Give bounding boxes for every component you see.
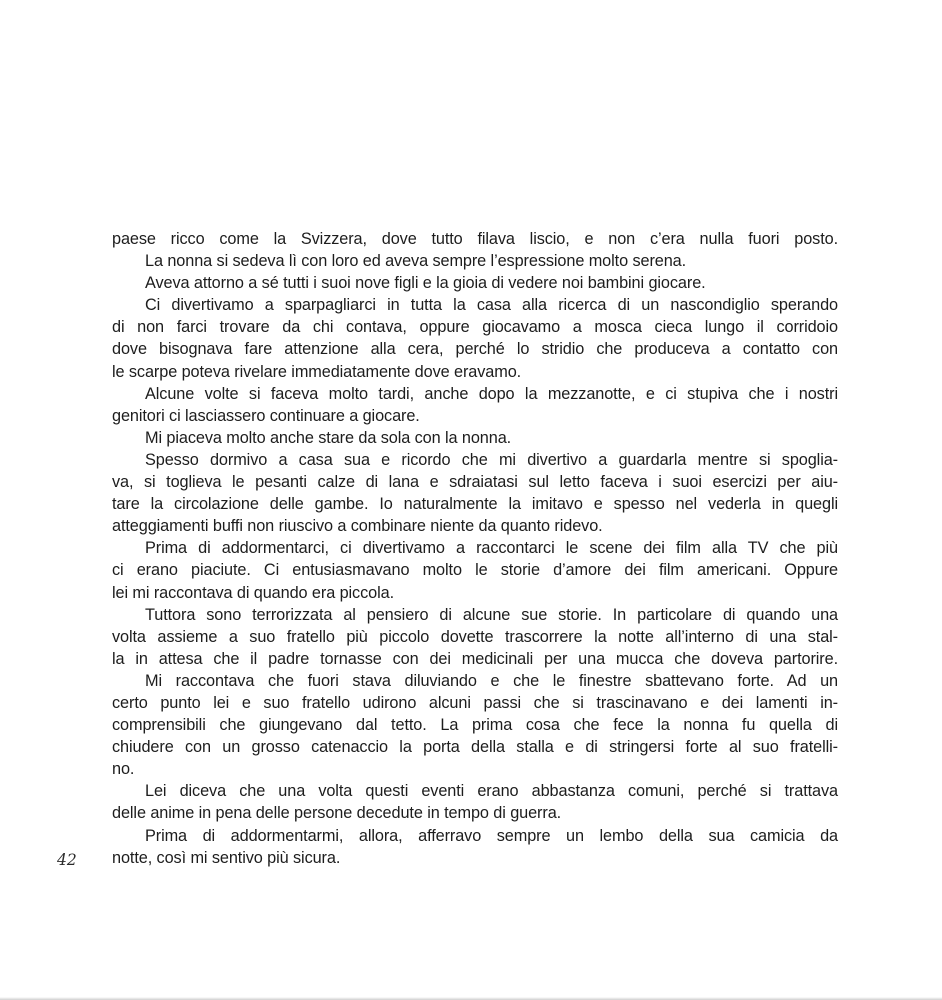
text-line: Alcune volte si faceva molto tardi, anche dopo la mezzanotte, e ci stupiva che i nostri bbox=[145, 384, 838, 403]
text-line: va, si toglieva le pesanti calze di lana e sdraiatasi sul letto faceva i suoi esercizi per aiu- bbox=[112, 473, 838, 492]
text-line: comprensibili che giungevano dal tetto. La prima cosa che fece la nonna fu quella di bbox=[112, 716, 838, 735]
text-line: la in attesa che il padre tornasse con dei medicinali per una mucca che doveva partorire. bbox=[112, 649, 838, 668]
text-line: certo punto lei e suo fratello udirono alcuni passi che si trascinavano e dei lamenti in- bbox=[112, 693, 838, 712]
paragraph bbox=[112, 294, 838, 382]
text-line: volta assieme a suo fratello più piccolo dovette trascorrere la notte all’interno di una stal- bbox=[112, 627, 838, 646]
paragraph bbox=[112, 825, 838, 869]
text-line: Tuttora sono terrorizzata al pensiero di alcune sue storie. In particolare di quando una bbox=[145, 605, 838, 624]
text-line: Aveva attorno a sé tutti i suoi nove figli e la gioia di vedere noi bambini giocare. bbox=[145, 274, 706, 293]
paragraph bbox=[112, 449, 838, 537]
text-line: Prima di addormentarmi, allora, afferravo sempre un lembo della sua camicia da bbox=[145, 826, 838, 845]
text-line: Mi raccontava che fuori stava diluviando e che le finestre sbattevano forte. Ad un bbox=[145, 671, 838, 690]
paragraph bbox=[112, 537, 838, 603]
text-line: delle anime in pena delle persone decedute in tempo di guerra. bbox=[112, 804, 562, 823]
text-line: tare la circolazione delle gambe. Io naturalmente la imitavo e spesso nel vederla in quegli bbox=[112, 495, 838, 514]
text-line: dove bisognava fare attenzione alla cera, perché lo stridio che produceva a contatto con bbox=[112, 340, 838, 359]
text-line: La nonna si sedeva lì con loro ed aveva sempre l’espressione molto serena. bbox=[145, 252, 687, 271]
paragraph bbox=[112, 228, 838, 250]
text-block bbox=[112, 228, 838, 869]
text-line: chiudere con un grosso catenaccio la porta della stalla e di stringersi forte al suo fratelli- bbox=[112, 738, 838, 757]
paragraph bbox=[112, 383, 838, 427]
text-line: paese ricco come la Svizzera, dove tutto filava liscio, e non c’era nulla fuori posto. bbox=[112, 230, 838, 248]
text-line: le scarpe poteva rivelare immediatamente dove eravamo. bbox=[112, 362, 522, 381]
text-line: no. bbox=[112, 760, 135, 779]
paragraph bbox=[112, 272, 838, 294]
text-line: lei mi raccontava di quando era piccola. bbox=[112, 583, 394, 602]
paragraph bbox=[112, 427, 838, 449]
text-line: Ci divertivamo a sparpagliarci in tutta la casa alla ricerca di un nascondiglio sperando bbox=[145, 296, 838, 315]
text-line: Prima di addormentarci, ci divertivamo a raccontarci le scene dei film alla TV che più bbox=[145, 539, 838, 558]
paragraph bbox=[112, 670, 838, 780]
paragraph bbox=[112, 250, 838, 272]
text-line: Lei diceva che una volta questi eventi erano abbastanza comuni, perché si trattava bbox=[145, 782, 838, 801]
page-number: 42 bbox=[57, 851, 77, 869]
paragraph bbox=[112, 780, 838, 824]
text-line: Spesso dormivo a casa sua e ricordo che mi divertivo a guardarla mentre si spoglia- bbox=[145, 450, 838, 469]
text-line: ci erano piaciute. Ci entusiasmavano molto le storie d’amore dei film americani. Oppure bbox=[112, 561, 838, 580]
text-line: genitori ci lasciassero continuare a giocare. bbox=[112, 406, 420, 425]
text-line: atteggiamenti buffi non riuscivo a combinare niente da quanto ridevo. bbox=[112, 517, 603, 536]
paragraph bbox=[112, 604, 838, 670]
text-line: di non farci trovare da chi contava, oppure giocavamo a mosca cieca lungo il corridoio bbox=[112, 318, 838, 337]
text-line: notte, così mi sentivo più sicura. bbox=[112, 848, 341, 867]
text-line: Mi piaceva molto anche stare da sola con la nonna. bbox=[145, 428, 512, 447]
